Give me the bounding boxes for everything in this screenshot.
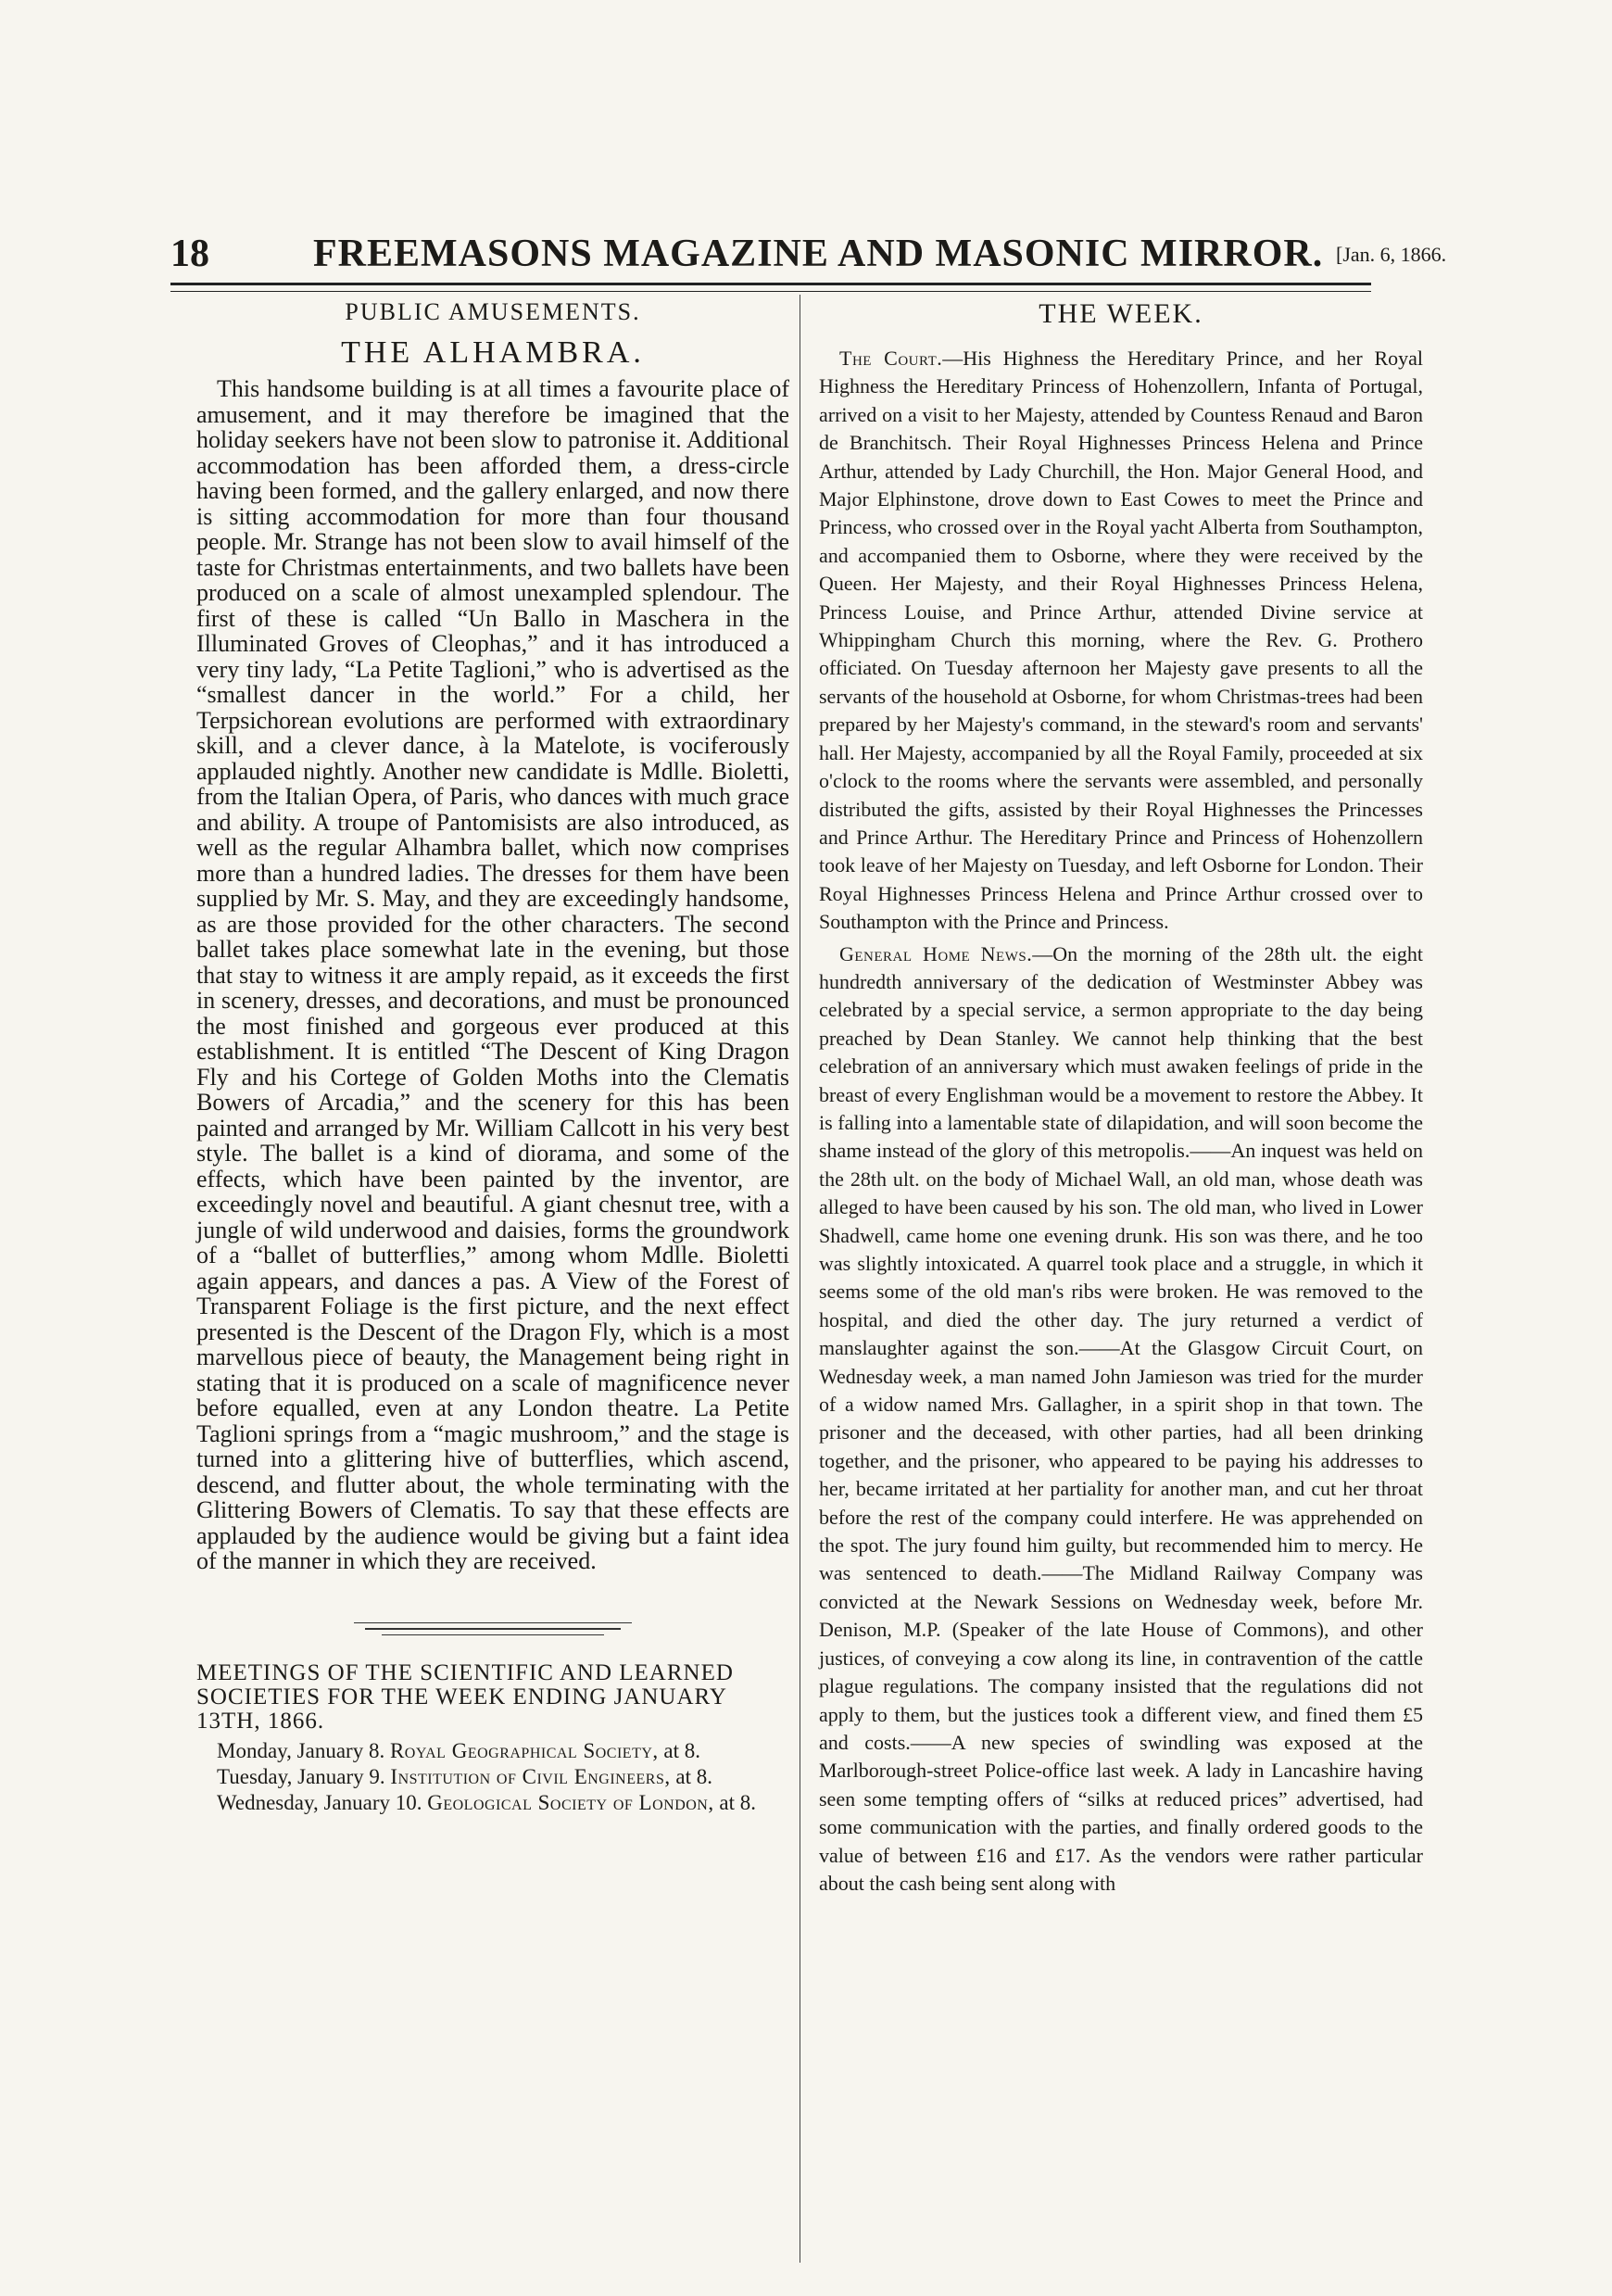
header-rule-thick [170, 283, 1371, 285]
meeting-society: Institution of Civil Engineers, [390, 1764, 671, 1788]
paragraph-lead-news: General Home News. [839, 941, 1033, 965]
paragraph-general-home-news [819, 940, 1423, 1899]
article-title-alhambra: THE ALHAMBRA. [341, 335, 645, 370]
section-ornament-rule [354, 1622, 632, 1635]
header-rule-thin [170, 291, 1371, 292]
meeting-entry [196, 1765, 789, 1788]
meeting-time: at 8. [663, 1738, 701, 1762]
meeting-day: Monday, January 8. [217, 1738, 385, 1762]
article-body-alhambra: This handsome building is at all times a favourite place of amusement, and it may therefore be imagined that the holiday seekers have not been slow to patronise it. Additional accommodation has been afforded them, a dress-circle having been formed, and the gallery enlarged, and now there is sitting accommodation for more than four thousand people. Mr. Strange has not been slow to avail himself of the taste for Christmas entertainments, and two ballets have been produced on a scale of almost unexampled splendour. The first of these is called “Un Ballo in Maschera in the Illuminated Groves of Cleophas,” and it has introduced a very tiny lady, “La Petite Taglioni,” who is advertised as the “smallest dancer in the world.” For a child, her Terpsichorean evolutions are performed with extraordinary skill, and a clever dance, à la Matelote, is vociferously applauded nightly. Another new candidate is Mdlle. Bioletti, from the Italian Opera, of Paris, who dances with much grace and ability. A troupe of Pantomisists are also introduced, as well as the regular Alhambra ballet, which now comprises more than a hundred ladies. The dresses for them have been supplied by Mr. S. May, and they are exceedingly handsome, as are those provided for the other characters. The second ballet takes place somewhat late in the evening, but those that stay to witness it are amply repaid, as it exceeds the first in scenery, dresses, and decorations, and must be pronounced the most finished and gorgeous ever produced at this establishment. It is entitled “The Descent of King Dragon Fly and his Cortege of Golden Moths into the Clematis Bowers of Arcadia,” and the scenery for this has been painted and arranged by Mr. William Callcott in his very best style. The ballet is a kind of diorama, and some of the effects, which have been painted by the inventor, are exceedingly novel and beautiful. A giant chesnut tree, with a jungle of wild underwood and daisies, forms the groundwork of a “ballet of butterflies,” among whom Mdlle. Bioletti again appears, and dances a pas. A View of the Forest of Transparent Foliage is the first picture, and the next effect presented is the Descent of the Dragon Fly, which is a most marvellous piece of beauty, the Management being right in stating that it is produced on a scale of magnificence never before equalled, even at any London theatre. La Petite Taglioni springs from a “magic mushroom,” and the stage is turned into a glittering hive of butterflies, which ascend, descend, and flutter about, the whole terminating with the Glittering Bowers of Clematis. To say that these effects are applauded by the audience would be giving but a faint idea of the manner in which they are received. [196, 375, 789, 1574]
meeting-day: Wednesday, January 10. [217, 1790, 422, 1814]
issue-date: [Jan. 6, 1866. [1336, 243, 1447, 266]
section-title-public-amusements: PUBLIC AMUSEMENTS. [345, 298, 641, 325]
meeting-time: at 8. [675, 1764, 712, 1788]
meeting-time: at 8. [719, 1790, 756, 1814]
paragraph-body-court: —His Highness the Hereditary Prince, and her Royal Highness the Hereditary Princess of Hohenzollern, Infanta of Portugal, arrived on a visit to her Majesty, attended by Countess Renaud and Baron de Branchitsch. Their Royal Highnesses Princess Helena and Prince Arthur, attended by Lady Churchill, the Hon. Major General Hood, and Major Elphinstone, drove down to East Cowes to meet the Prince and Princess, who crossed over in the Royal yacht Alberta from Southampton, and accompanied them to Osborne, where they were received by the Queen. Her Majesty, and their Royal Highnesses Princess Helena, Princess Louise, and Prince Arthur, attended Divine service at Whippingham Church this morning, where the Rev. G. Prothero officiated. On Tuesday afternoon her Majesty gave presents to all the servants of the household at Osborne, for whom Christmas-trees had been prepared by her Majesty's command, in the steward's room and servants' hall. Her Majesty, accompanied by all the Royal Family, proceeded at six o'clock to the rooms where the servants were assembled, and personally distributed the gifts, assisted by their Royal Highnesses the Princesses and Prince Arthur. The Hereditary Prince and Princess of Hohenzollern took leave of her Majesty on Tuesday, and left Osborne for London. Their Royal Highnesses Princess Helena and Prince Arthur crossed over to Southampton with the Prince and Princess. [819, 347, 1423, 934]
right-column [819, 298, 1423, 1901]
publication-title: FREEMASONS MAGAZINE AND MASONIC MIRROR. [313, 233, 1324, 275]
meeting-entry [196, 1791, 789, 1814]
meeting-entry [196, 1739, 789, 1762]
meeting-society: Geological Society of London, [427, 1790, 714, 1814]
paragraph-the-court [819, 345, 1423, 937]
meetings-title: MEETINGS OF THE SCIENTIFIC AND LEARNED SOCIETIES FOR THE WEEK ENDING JANUARY 13TH, 1866. [196, 1659, 734, 1734]
meeting-day: Tuesday, January 9. [217, 1764, 385, 1788]
left-column [196, 298, 789, 1817]
meeting-society: Royal Geographical Society, [389, 1738, 659, 1762]
paragraph-lead-court: The Court. [839, 347, 943, 370]
paragraph-body-news: —On the morning of the 28th ult. the eight hundredth anniversary of the dedication of Westminster Abbey was celebrated by a special service, a sermon appropriate to the day being preached by Dean Stanley. We cannot help thinking that the best celebration of an anniversary which must awaken feelings of pride in the breast of every Englishman would be a movement to restore the Abbey. It is falling into a lamentable state of dilapidation, and will soon become the shame instead of the glory of this metropolis.——An inquest was held on the 28th ult. on the body of Michael Wall, an old man, whose death was alleged to have been caused by his son. The old man, who lived in Lower Shadwell, came home one evening drunk. His son was there, and he too was slightly intoxicated. A quarrel took place and a struggle, in which it seems some of the old man's ribs were broken. He was removed to the hospital, and died the other day. The jury returned a verdict of manslaughter against the son.——At the Glasgow Circuit Court, on Wednesday week, a man named John Jamieson was tried for the murder of a widow named Mrs. Gallagher, in a spirit shop in that town. The prisoner and the deceased, with other parties, had all been drinking together, and the prisoner, who appeared to be paying his addresses to her, became irritated at her partiality for another man, and cut her throat before the rest of the company could interfere. He was apprehended on the spot. The jury found him guilty, but recommended him to mercy. He was sentenced to death.——The Midland Railway Company was convicted at the Newark Sessions on Wednesday week, before Mr. Denison, M.P. (Speaker of the late House of Commons), and other justices, of conveying a cow along its line, in contravention of the cattle plague regulations. The company insisted that the regulations did not apply to them, but the justices took a different view, and fined them £5 and costs.——A new species of swindling was exposed at the Marlborough-street Police-office last week. A lady in Lancashire having seen some tempting offers of “silks at reduced prices” advertised, had some communication with the parties, and finally ordered goods to the value of between £16 and £17. As the vendors were rather particular about the cash being sent along with [819, 941, 1423, 1895]
page-number: 18 [170, 233, 209, 275]
section-title-the-week: THE WEEK. [1039, 298, 1203, 329]
